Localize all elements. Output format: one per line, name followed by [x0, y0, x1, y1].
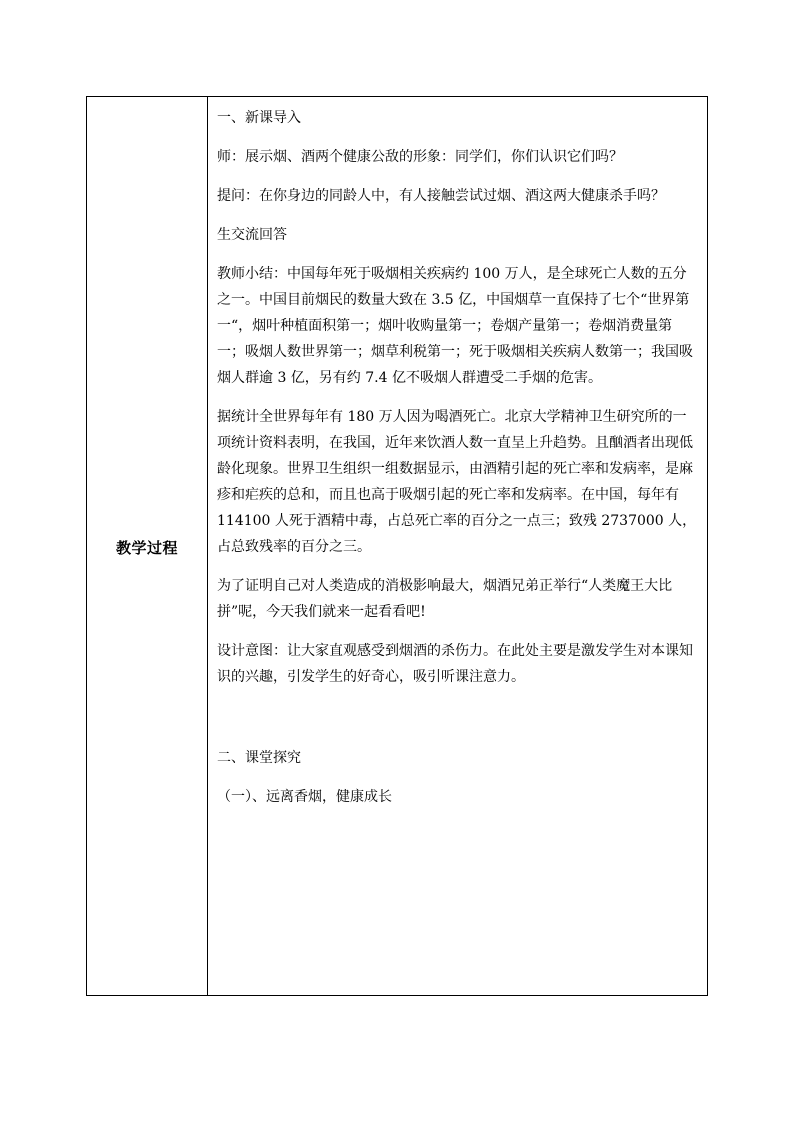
- label-cell: [87, 97, 208, 995]
- transition-paragraph: 为了证明自己对人类造成的消极影响最大，烟酒兄弟正举行“人类魔王大比拼”呢，今天我们就来一起看看吧!: [217, 578, 673, 620]
- content-cell: [208, 97, 707, 995]
- heading-new-lesson: 一、新课导入: [217, 110, 301, 126]
- lesson-table: [86, 96, 708, 996]
- heading-class-exploration: 二、课堂探究: [217, 750, 301, 766]
- student-answer-paragraph: 生交流回答: [217, 227, 287, 243]
- teacher-intro-paragraph: 师：展示烟、酒两个健康公敌的形象：同学们，你们认识它们吗？: [217, 149, 623, 165]
- section-label: 教学过程: [115, 538, 178, 557]
- alcohol-statistics-paragraph: 据统计全世界每年有 180 万人因为喝酒死亡。北京大学精神卫生研究所的一项统计资料表明，在我国，近年来饮酒人数一直呈上升趋势。且酗酒者出现低龄化现象。世界卫生组织一组数据显示，由酒精引起的死亡率和发病率，是麻疹和疟疾的总和，而且也高于吸烟引起的死亡率和发病率。在中国，每年有 114100 人死于酒精中毒，占总死亡率的百分之一点三；致残 2737000 人，占总致残率的百分之三。: [217, 409, 697, 555]
- design-intent-paragraph: 设计意图：让大家直观感受到烟酒的杀伤力。在此处主要是激发学生对本课知识的兴趣，引发学生的好奇心，吸引听课注意力。: [217, 643, 693, 685]
- subheading-stay-away-from-cigarettes: （一）、远离香烟，健康成长: [217, 789, 392, 805]
- teacher-summary-paragraph: 教师小结：中国每年死于吸烟相关疾病约 100 万人，是全球死亡人数的五分之一。中国目前烟民的数量大致在 3.5 亿，中国烟草一直保持了七个“世界第一“，烟叶种植面积第一；烟叶收购量第一；卷烟产量第一；卷烟消费量第一；吸烟人数世界第一；烟草利税第一；死于吸烟相关疾病人数第一；我国吸烟人群逾 3 亿，另有约 7.4 亿不吸烟人群遭受二手烟的危害。: [217, 266, 693, 386]
- question-paragraph: 提问：在你身边的同龄人中，有人接触尝试过烟、酒这两大健康杀手吗？: [217, 188, 665, 204]
